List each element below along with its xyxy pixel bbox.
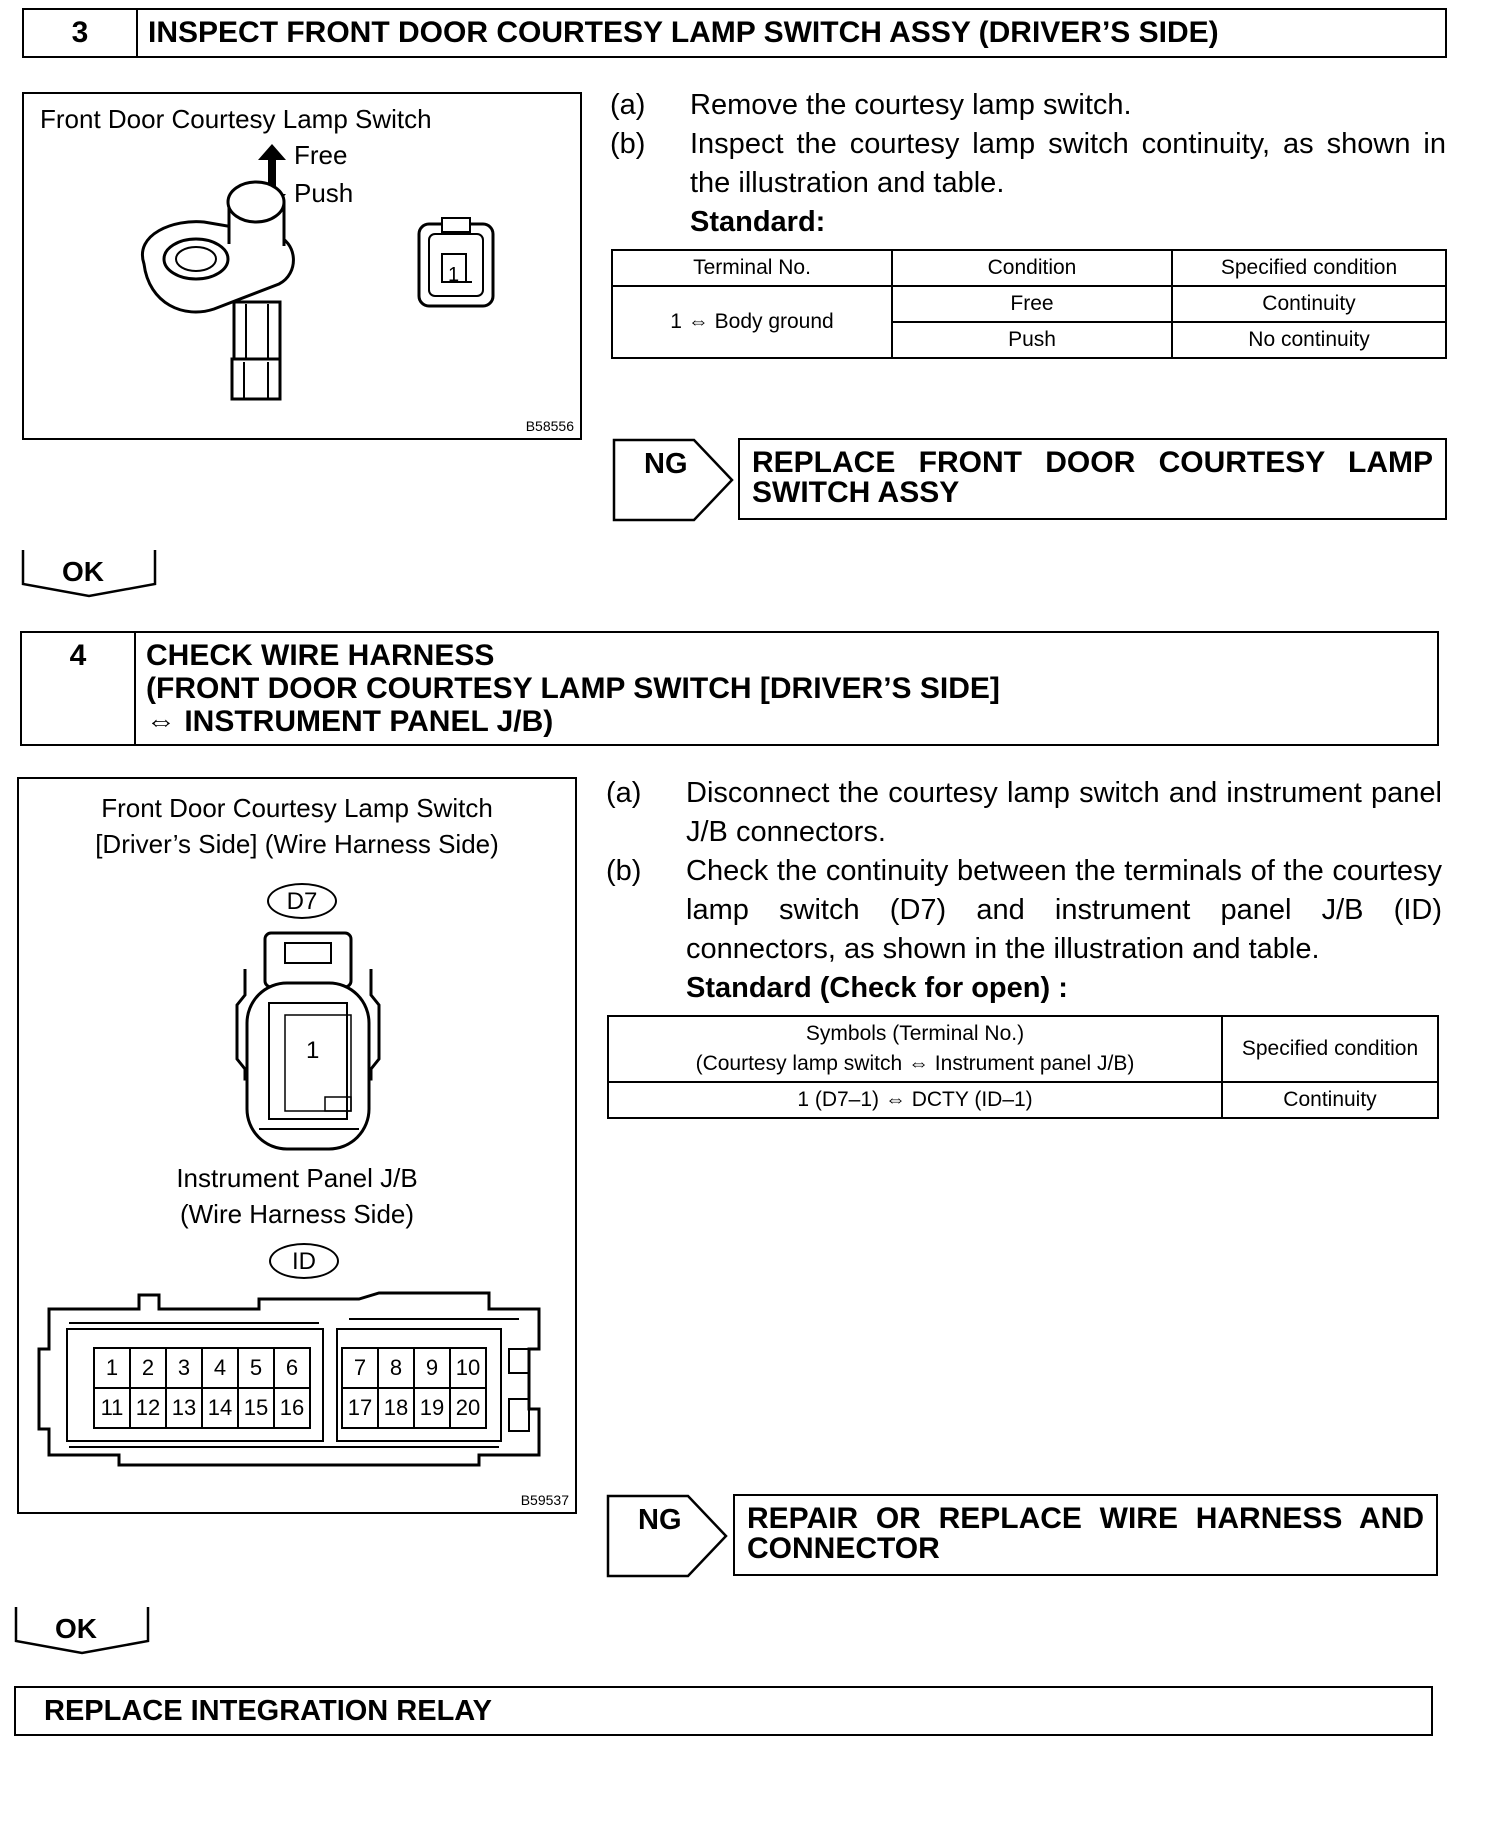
d7-connector-illustration xyxy=(19,929,575,1159)
step4-figure xyxy=(17,777,577,1514)
pin: 19 xyxy=(415,1389,451,1429)
pin: 1 xyxy=(95,1349,131,1389)
step3-standard-label: Standard: xyxy=(690,206,826,238)
table-header: Terminal No. xyxy=(612,250,892,286)
d7-caption-2: [Driver’s Side] (Wire Harness Side) xyxy=(95,829,499,859)
table-cell-terminal: 1 ⇔ Body ground xyxy=(612,286,892,358)
pin: 4 xyxy=(203,1349,239,1389)
step4-instruction-a: (a) Disconnect the courtesy lamp switch and instrument panel J/B connectors. xyxy=(606,777,1442,848)
free-label: Free xyxy=(294,140,348,170)
pin: 3 xyxy=(167,1349,203,1389)
step4-standard-label: Standard (Check for open) : xyxy=(686,972,1068,1004)
d7-pin-label: 1 xyxy=(306,1037,320,1064)
pin: 5 xyxy=(239,1349,275,1389)
pin: 20 xyxy=(451,1389,487,1429)
pin: 16 xyxy=(275,1389,311,1429)
step3-pin-label: 1 xyxy=(448,264,460,286)
step3-header xyxy=(22,8,1447,58)
step3-ng-action: REPLACE FRONT DOOR COURTESY LAMP SWITCH ASSY xyxy=(738,438,1447,520)
table-cell: Free xyxy=(892,286,1172,322)
table-header: Specified condition xyxy=(1222,1016,1438,1082)
table-header: Symbols (Terminal No.) (Courtesy lamp switch ⇔ Instrument panel J/B) xyxy=(608,1016,1222,1082)
step4-spec-table xyxy=(607,1015,1439,1119)
step3-instruction-a: (a) Remove the courtesy lamp switch. xyxy=(610,89,1132,121)
step3-spec-table xyxy=(611,249,1447,359)
pin: 2 xyxy=(131,1349,167,1389)
pin: 12 xyxy=(131,1389,167,1429)
id-tag: ID xyxy=(269,1243,339,1279)
step4-header xyxy=(20,631,1439,746)
pin: 6 xyxy=(275,1349,311,1389)
jb-caption-1: Instrument Panel J/B xyxy=(176,1163,418,1193)
step3-figure xyxy=(22,92,582,440)
pin: 18 xyxy=(379,1389,415,1429)
jb-pins-left xyxy=(93,1347,311,1429)
final-action: REPLACE INTEGRATION RELAY xyxy=(14,1686,1433,1736)
courtesy-switch-illustration xyxy=(24,94,580,438)
pin: 15 xyxy=(239,1389,275,1429)
jb-caption-2: (Wire Harness Side) xyxy=(179,1199,415,1229)
table-cell: Continuity xyxy=(1172,286,1446,322)
table-cell: Continuity xyxy=(1222,1082,1438,1118)
d7-tag: D7 xyxy=(267,883,337,919)
pin: 17 xyxy=(343,1389,379,1429)
table-cell: No continuity xyxy=(1172,322,1446,358)
pin: 13 xyxy=(167,1389,203,1429)
step3-instruction-b: (b) Inspect the courtesy lamp switch continuity, as shown in the illustration and table. xyxy=(610,128,1446,199)
pin: 9 xyxy=(415,1349,451,1389)
step4-ok-label: OK xyxy=(55,1613,97,1644)
step4-title: CHECK WIRE HARNESS (FRONT DOOR COURTESY LAMP SWITCH [DRIVER’S SIDE] ⇔ INSTRUMENT PANEL J/B) xyxy=(146,639,1000,738)
pin: 14 xyxy=(203,1389,239,1429)
step3-title: INSPECT FRONT DOOR COURTESY LAMP SWITCH ASSY (DRIVER’S SIDE) xyxy=(148,16,1219,49)
step3-ng-label: NG xyxy=(644,448,688,480)
step4-number: 4 xyxy=(22,633,136,744)
table-cell: 1 (D7–1) ⇔ DCTY (ID–1) xyxy=(608,1082,1222,1118)
step4-instruction-b: (b) Check the continuity between the terminals of the courtesy lamp switch (D7) and instrument panel J/B (ID) connectors, as shown in the illustration and table. xyxy=(606,855,1442,965)
pin: 10 xyxy=(451,1349,487,1389)
table-header: Specified condition xyxy=(1172,250,1446,286)
push-label: Push xyxy=(294,178,354,208)
pin: 7 xyxy=(343,1349,379,1389)
jb-pins-right xyxy=(341,1347,487,1429)
d7-caption-1: Front Door Courtesy Lamp Switch xyxy=(101,793,493,823)
step3-number: 3 xyxy=(24,10,138,56)
step3-figure-id: B58556 xyxy=(525,418,574,434)
pin: 11 xyxy=(95,1389,131,1429)
step4-ng-action: REPAIR OR REPLACE WIRE HARNESS AND CONNECTOR xyxy=(733,1494,1438,1576)
step4-instructions xyxy=(606,774,1442,1008)
step4-ng-label: NG xyxy=(638,1504,682,1536)
step3-ok-label: OK xyxy=(62,556,104,587)
table-header: Condition xyxy=(892,250,1172,286)
step3-instructions xyxy=(610,86,1446,242)
step4-figure-id: B59537 xyxy=(520,1492,569,1508)
table-cell: Push xyxy=(892,322,1172,358)
pin: 8 xyxy=(379,1349,415,1389)
step3-figure-caption: Front Door Courtesy Lamp Switch xyxy=(40,104,432,134)
